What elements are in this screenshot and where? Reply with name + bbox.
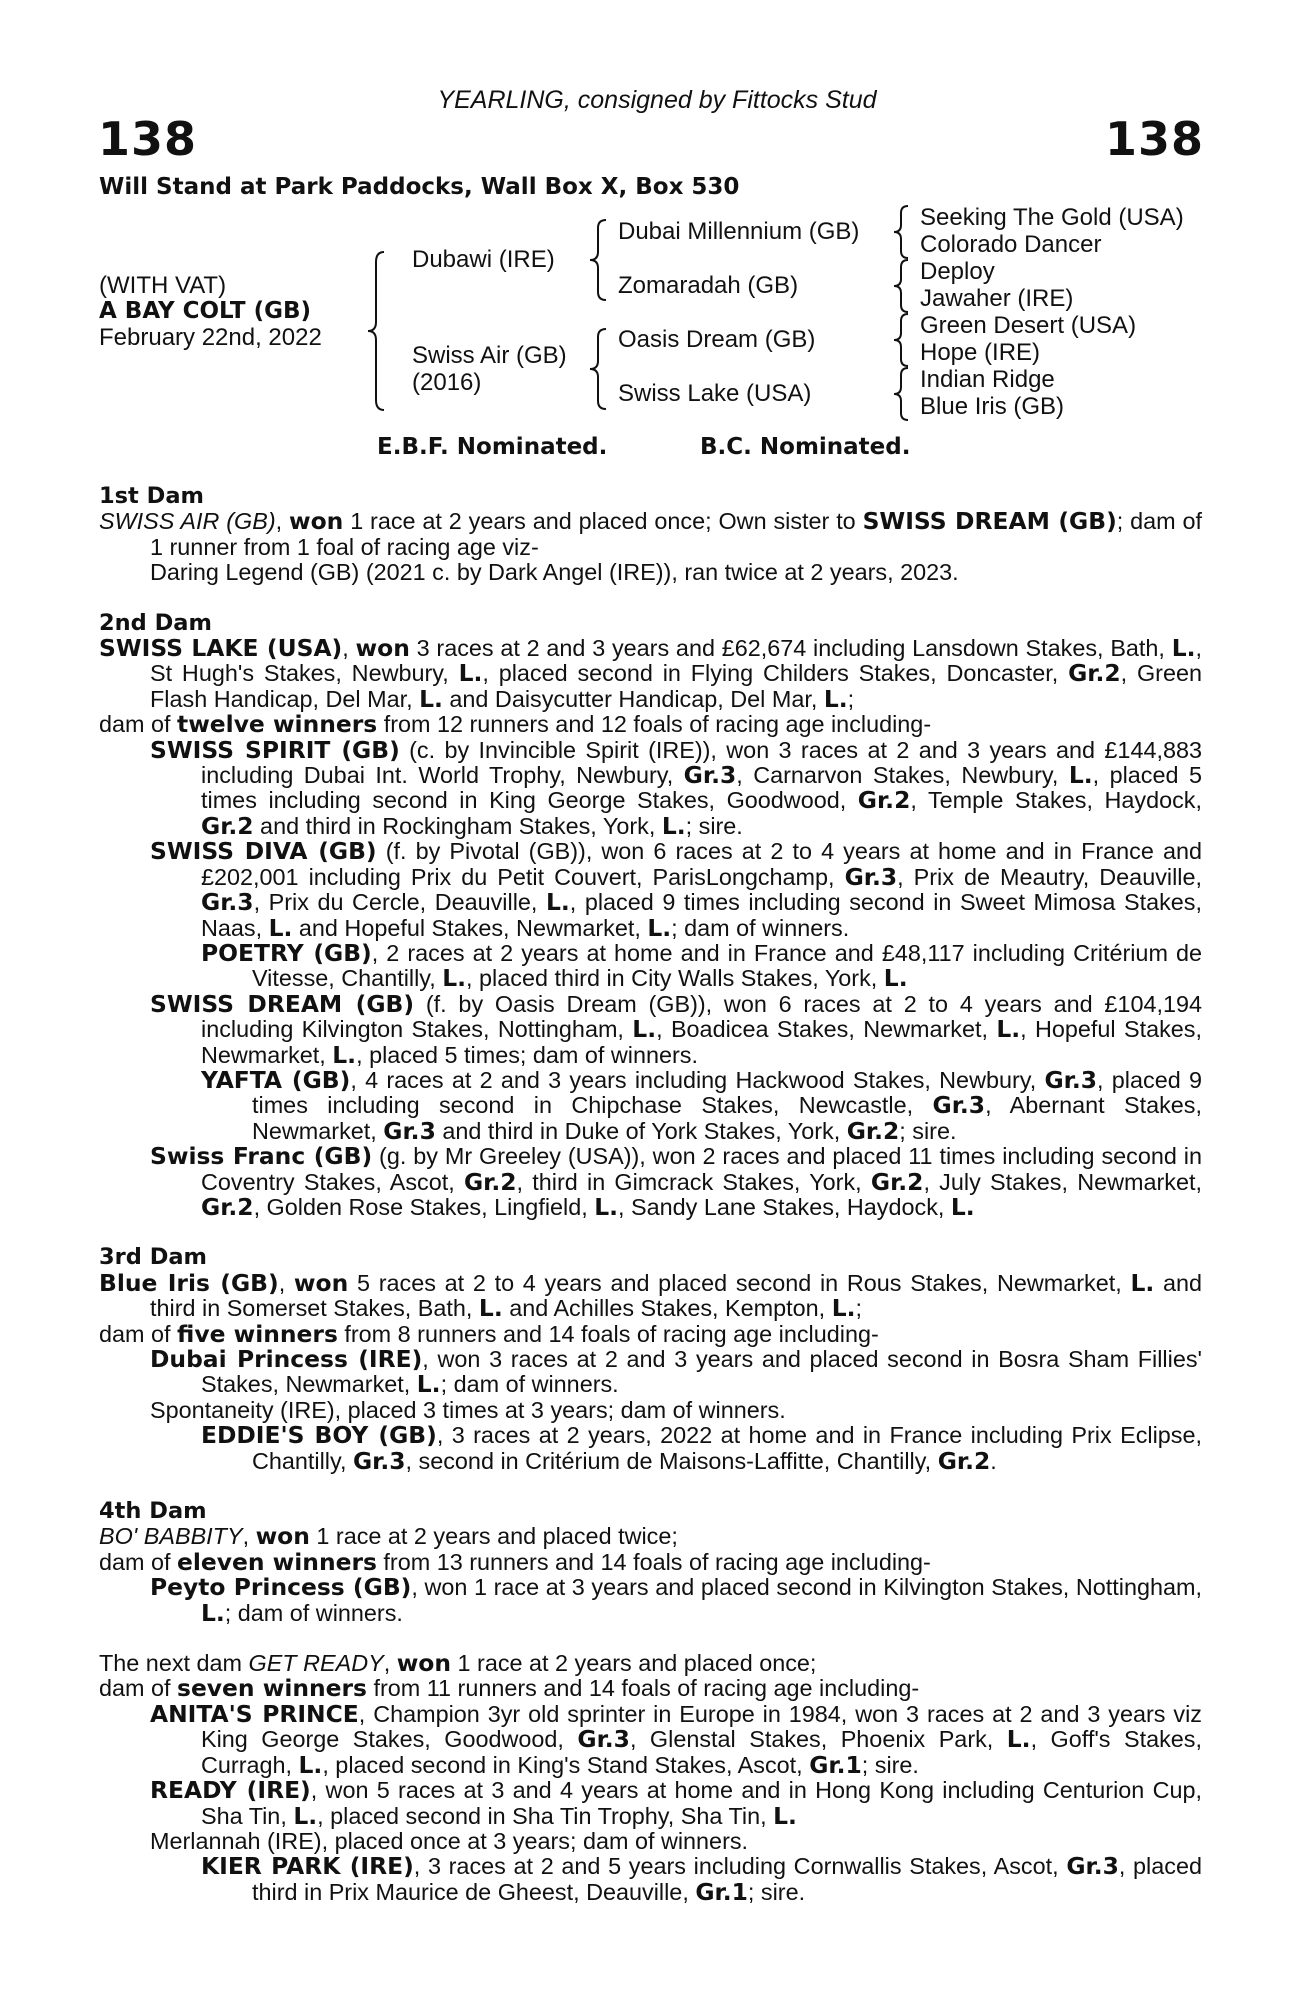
- text-run: Spontaneity (IRE), placed 3 times at 3 years; dam of winners.: [150, 1396, 786, 1423]
- text-run: Gr.2: [463, 1167, 517, 1196]
- text-run: , St Hugh's Stakes, Newbury,: [150, 635, 1202, 687]
- text-run: L.: [298, 1750, 323, 1779]
- stand-location: Will Stand at Park Paddocks, Wall Box X, Box 530: [99, 174, 740, 200]
- ancestor-1: Seeking The Gold (USA): [920, 204, 1184, 231]
- progeny-entry: [99, 1144, 1202, 1220]
- text-run: L.: [831, 1294, 856, 1323]
- section-heading: 1st Dam: [99, 483, 204, 509]
- brace-sire: [588, 218, 610, 302]
- section-heading: 2nd Dam: [99, 609, 212, 636]
- text-run: , Green Flash Handicap, Del Mar,: [150, 660, 1202, 712]
- sire: Dubawi (IRE): [412, 246, 555, 273]
- text-run: , Hopeful Stakes, Newmarket,: [201, 1016, 1202, 1068]
- text-run: L.: [1171, 634, 1196, 663]
- text-run: L.: [201, 1598, 225, 1627]
- text-run: , Champion 3yr old sprinter in Europe in 1984, won 3 races at 2 and 3 years viz King George Stakes, Goodwood,: [201, 1700, 1202, 1753]
- text-run: , placed second in King's Stand Stakes, Ascot,: [322, 1751, 810, 1778]
- text-run: (f. by Oasis Dream (GB)), won 6 races at 2 to 4 years and £104,194 including Kilvington Stakes, Nottingham,: [201, 990, 1202, 1043]
- text-run: L.: [478, 1294, 503, 1323]
- sire-dam: Zomaradah (GB): [618, 272, 799, 299]
- brace-g3: [892, 312, 912, 368]
- text-run: ;: [847, 685, 855, 712]
- text-run: from 12 runners and 12 foals of racing age including-: [377, 711, 932, 738]
- dam-section: [99, 611, 1202, 1221]
- progeny-entry: [99, 560, 1202, 585]
- text-run: Gr.1: [809, 1750, 862, 1779]
- progeny-entry: [99, 1065, 1202, 1145]
- progeny-entry: [99, 1398, 1202, 1423]
- text-run: , 4 races at 2 and 3 years including Hackwood Stakes, Newbury,: [350, 1066, 1045, 1093]
- text-run: twelve winners: [177, 710, 378, 739]
- text-run: , placed third in Prix Maurice de Gheest, Deauville,: [252, 1853, 1202, 1905]
- text-run: Gr.3: [1066, 1852, 1119, 1881]
- text-run: ,: [383, 1650, 397, 1677]
- dam-record: [99, 1319, 1202, 1348]
- dam-record: [99, 509, 1202, 560]
- text-run: , Carnarvon Stakes, Newbury,: [736, 762, 1069, 789]
- ancestor-3: Deploy: [920, 258, 995, 285]
- text-run: SWISS LAKE (USA): [99, 634, 343, 663]
- text-run: from 11 runners and 14 foals of racing age including-: [366, 1675, 920, 1702]
- ancestor-4: Jawaher (IRE): [920, 285, 1074, 312]
- ancestor-2: Colorado Dancer: [920, 231, 1102, 258]
- dam-record: [99, 636, 1202, 712]
- text-run: , won 3 races at 2 and 3 years and placed second in Bosra Sham Fillies' Stakes, Newmarket,: [201, 1346, 1202, 1398]
- text-run: , placed second in Flying Childers Stakes, Doncaster,: [482, 660, 1069, 687]
- text-run: , Golden Rose Stakes, Lingfield,: [253, 1193, 595, 1220]
- text-run: dam of: [99, 1675, 178, 1702]
- text-run: from 8 runners and 14 foals of racing age including-: [337, 1320, 879, 1347]
- text-run: L.: [1068, 761, 1093, 790]
- text-run: 1 race at 2 years and placed twice;: [309, 1523, 678, 1550]
- text-run: and third in Duke of York Stakes, York,: [435, 1117, 847, 1144]
- text-run: L.: [661, 811, 686, 840]
- text-run: ,: [242, 1523, 256, 1550]
- brace-g2: [892, 258, 912, 314]
- text-run: ; sire.: [747, 1878, 806, 1905]
- text-run: dam of: [99, 1320, 178, 1347]
- text-run: YAFTA (GB): [201, 1065, 351, 1094]
- dam-record: [99, 1524, 1202, 1549]
- text-run: , Boadicea Stakes, Newmarket,: [656, 1016, 997, 1043]
- text-run: KIER PARK (IRE): [201, 1852, 414, 1881]
- text-run: Gr.2: [937, 1446, 991, 1475]
- text-run: 1 race at 2 years and placed once; Own sister to: [343, 508, 863, 535]
- progeny-entry: [99, 1575, 1202, 1626]
- section-heading: 3rd Dam: [99, 1244, 207, 1271]
- text-run: SWISS SPIRIT (GB): [150, 735, 400, 764]
- ancestor-8: Blue Iris (GB): [920, 393, 1065, 420]
- text-run: POETRY (GB): [201, 938, 372, 967]
- text-run: L.: [416, 1370, 441, 1399]
- progeny-entry: [99, 1347, 1202, 1398]
- ebf-nomination: E.B.F. Nominated.: [377, 434, 608, 460]
- text-run: , Temple Stakes, Haydock,: [910, 787, 1203, 814]
- text-run: dam of: [99, 711, 178, 738]
- progeny-entry: [99, 1778, 1202, 1829]
- text-run: , Goff's Stakes, Curragh,: [201, 1726, 1202, 1778]
- text-run: L.: [647, 913, 672, 942]
- dam-section: [99, 484, 1202, 586]
- text-run: five winners: [177, 1319, 338, 1348]
- progeny-entry: [99, 938, 1202, 993]
- text-run: , Glenstal Stakes, Phoenix Park,: [629, 1726, 1007, 1753]
- text-run: won: [255, 1522, 310, 1551]
- text-run: L.: [632, 1015, 657, 1044]
- brace-dam: [588, 327, 610, 411]
- text-run: L.: [293, 1801, 318, 1830]
- text-run: ; dam of winners.: [224, 1599, 403, 1626]
- text-run: L.: [458, 659, 483, 688]
- text-run: Blue Iris (GB): [99, 1268, 279, 1297]
- text-run: , placed third in City Walls Stakes, York,: [466, 965, 884, 992]
- text-run: Merlannah (IRE), placed once at 3 years; dam of winners.: [150, 1827, 749, 1854]
- text-run: ANITA'S PRINCE: [150, 1699, 359, 1728]
- text-run: ; dam of winners.: [440, 1371, 619, 1398]
- dam-section: [99, 1245, 1202, 1474]
- text-run: Daring Legend (GB) (2021 c. by Dark Angel (IRE)), ran twice at 2 years, 2023.: [150, 559, 959, 586]
- text-run: ; dam of winners.: [671, 914, 850, 941]
- dam-section: [99, 1651, 1202, 1905]
- text-run: , placed 9 times including second in Sweet Mimosa Stakes, Naas,: [201, 889, 1202, 941]
- text-run: (c. by Invincible Spirit (IRE)), won 3 races at 2 and 3 years and £144,883 including Dubai Int. World Trophy, Newbury,: [201, 736, 1202, 789]
- dam: Swiss Air (GB): [412, 342, 567, 369]
- text-run: ; sire.: [685, 812, 743, 839]
- lot-number-left: 138: [98, 112, 198, 166]
- text-run: Gr.2: [870, 1167, 924, 1196]
- text-run: , placed 5 times; dam of winners.: [356, 1041, 698, 1068]
- text-run: 1 race at 2 years and placed once;: [451, 1650, 817, 1677]
- text-run: (g. by Mr Greeley (USA)), won 2 races and placed 11 times including second in Coventry Stakes, Ascot,: [201, 1143, 1202, 1195]
- text-run: , placed 9 times including second in Chipchase Stakes, Newcastle,: [252, 1066, 1202, 1119]
- text-run: and third in Rockingham Stakes, York,: [253, 812, 662, 839]
- text-run: Dubai Princess (IRE): [150, 1345, 423, 1373]
- dam-record: [99, 1268, 1202, 1323]
- progeny-entry: [99, 989, 1202, 1069]
- text-run: SWISS DIVA (GB): [150, 837, 377, 866]
- text-run: , 3 races at 2 years, 2022 at home and in France including Prix Eclipse, Chantilly,: [252, 1422, 1202, 1474]
- text-run: ,: [278, 1269, 294, 1296]
- text-run: and third in Somerset Stakes, Bath,: [150, 1269, 1202, 1322]
- text-run: and Daisycutter Handicap, Del Mar,: [442, 685, 824, 712]
- text-run: and Achilles Stakes, Kempton,: [502, 1295, 832, 1322]
- text-run: Peyto Princess (GB): [150, 1573, 412, 1602]
- text-run: , July Stakes, Newmarket,: [923, 1168, 1202, 1195]
- progeny-entry: [99, 1829, 1202, 1854]
- text-run: seven winners: [177, 1674, 367, 1703]
- text-run: won: [288, 507, 344, 536]
- text-run: Gr.2: [846, 1116, 900, 1145]
- ancestor-6: Hope (IRE): [920, 339, 1041, 366]
- text-run: and Hopeful Stakes, Newmarket,: [292, 914, 648, 941]
- text-run: , 2 races at 2 years at home and in France and £48,117 including Critérium de Vitesse, Chantilly,: [252, 939, 1202, 992]
- brace-main: [366, 250, 388, 412]
- progeny-entry: [99, 735, 1203, 840]
- text-run: Gr.3: [201, 888, 254, 917]
- text-run: , placed 5 times including second in King George Stakes, Goodwood,: [201, 762, 1202, 814]
- text-run: eleven winners: [177, 1547, 377, 1576]
- text-run: ;: [855, 1295, 862, 1322]
- dam-record: [99, 1651, 1202, 1676]
- text-run: L.: [1006, 1725, 1031, 1754]
- bc-nomination: B.C. Nominated.: [700, 434, 911, 460]
- text-run: EDDIE'S BOY (GB): [201, 1421, 437, 1450]
- text-run: SWISS DREAM (GB): [862, 507, 1117, 536]
- lot-number-right: 138: [1104, 112, 1204, 166]
- text-run: Gr.3: [352, 1446, 406, 1475]
- text-run: (f. by Pivotal (GB)), won 6 races at 2 to 4 years at home and in France and £202,001 including Prix du Petit Couvert, ParisLongchamp,: [201, 838, 1202, 890]
- foaling-date: February 22nd, 2022: [99, 324, 322, 351]
- text-run: L.: [594, 1192, 619, 1221]
- text-run: L.: [773, 1801, 797, 1830]
- text-run: L.: [883, 964, 908, 993]
- text-run: BO' BABBITY: [99, 1523, 243, 1550]
- text-run: , won 5 races at 3 and 4 years at home and in Hong Kong including Centurion Cup, Sha Tin,: [201, 1777, 1203, 1829]
- text-run: Swiss Franc (GB): [150, 1142, 373, 1171]
- text-run: Gr.3: [683, 761, 737, 790]
- text-run: , Sandy Lane Stakes, Haydock,: [618, 1193, 951, 1220]
- text-run: L.: [268, 913, 293, 942]
- sire-sire: Dubai Millennium (GB): [618, 218, 860, 245]
- dam-section: [99, 1499, 1202, 1626]
- text-run: GET READY: [248, 1650, 384, 1677]
- text-run: dam of: [99, 1548, 178, 1575]
- text-run: , 3 races at 2 and 5 years including Cornwallis Stakes, Ascot,: [413, 1853, 1067, 1880]
- text-run: Gr.2: [857, 786, 911, 815]
- vat-note: (WITH VAT): [99, 272, 227, 299]
- consignor-line: YEARLING, consigned by Fittocks Stud: [437, 86, 877, 114]
- text-run: L.: [950, 1192, 975, 1221]
- progeny-entry: [99, 1854, 1202, 1905]
- text-run: ; sire.: [861, 1751, 919, 1778]
- text-run: Gr.2: [1068, 659, 1121, 688]
- text-run: won: [355, 634, 410, 663]
- text-run: L.: [823, 684, 848, 713]
- text-run: L.: [545, 888, 570, 917]
- text-run: 3 races at 2 and 3 years and £62,674 including Lansdown Stakes, Bath,: [409, 635, 1172, 662]
- text-run: , Prix de Meautry, Deauville,: [897, 863, 1202, 890]
- progeny-entry: [99, 839, 1202, 941]
- dam-dam: Swiss Lake (USA): [618, 380, 812, 407]
- text-run: ; dam of 1 runner from 1 foal of racing age viz-: [150, 508, 1202, 560]
- dam-sire: Oasis Dream (GB): [618, 326, 816, 353]
- ancestor-5: Green Desert (USA): [920, 312, 1137, 339]
- text-run: The next dam: [99, 1650, 249, 1677]
- brace-g1: [892, 204, 912, 260]
- progeny-entry: [99, 1699, 1202, 1779]
- text-run: , Abernant Stakes, Newmarket,: [252, 1092, 1202, 1144]
- text-run: .: [990, 1447, 997, 1474]
- text-run: 5 races at 2 to 4 years and placed second in Rous Stakes, Newmarket,: [348, 1269, 1131, 1296]
- text-run: Gr.1: [695, 1877, 748, 1906]
- brace-g4: [892, 366, 912, 422]
- dam-record: [99, 712, 1202, 737]
- dam-year: (2016): [412, 369, 482, 396]
- text-run: won: [293, 1268, 349, 1297]
- text-run: L.: [419, 684, 443, 713]
- text-run: Gr.3: [383, 1116, 436, 1145]
- text-run: Gr.3: [844, 862, 898, 891]
- ancestor-7: Indian Ridge: [920, 366, 1055, 393]
- text-run: Gr.3: [577, 1725, 630, 1754]
- text-run: ,: [275, 508, 289, 535]
- text-run: SWISS DREAM (GB): [150, 989, 415, 1018]
- lot-name: A BAY COLT (GB): [99, 298, 312, 324]
- text-run: READY (IRE): [150, 1776, 311, 1805]
- text-run: Gr.3: [1044, 1065, 1098, 1094]
- dam-line-body: [99, 484, 1202, 1930]
- text-run: SWISS AIR (GB): [99, 508, 276, 535]
- text-run: , Prix du Cercle, Deauville,: [253, 889, 546, 916]
- text-run: , third in Gimcrack Stakes, York,: [516, 1168, 871, 1195]
- progeny-entry: [99, 1423, 1202, 1474]
- dam-record: [99, 1547, 1202, 1576]
- text-run: L.: [332, 1040, 357, 1069]
- text-run: ; sire.: [899, 1117, 957, 1144]
- text-run: Gr.2: [201, 811, 254, 840]
- text-run: L.: [442, 964, 467, 993]
- text-run: L.: [1130, 1268, 1155, 1297]
- text-run: , won 1 race at 3 years and placed second in Kilvington Stakes, Nottingham,: [411, 1574, 1202, 1601]
- text-run: Gr.3: [932, 1091, 986, 1120]
- text-run: , second in Critérium de Maisons-Laffitte, Chantilly,: [405, 1447, 938, 1474]
- text-run: L.: [996, 1015, 1021, 1044]
- text-run: ,: [342, 635, 356, 662]
- text-run: won: [396, 1649, 452, 1678]
- section-heading: 4th Dam: [99, 1498, 207, 1525]
- dam-record: [99, 1676, 1202, 1701]
- text-run: , placed second in Sha Tin Trophy, Sha Tin,: [317, 1802, 774, 1829]
- text-run: from 13 runners and 14 foals of racing age including-: [376, 1548, 931, 1575]
- text-run: Gr.2: [201, 1192, 254, 1221]
